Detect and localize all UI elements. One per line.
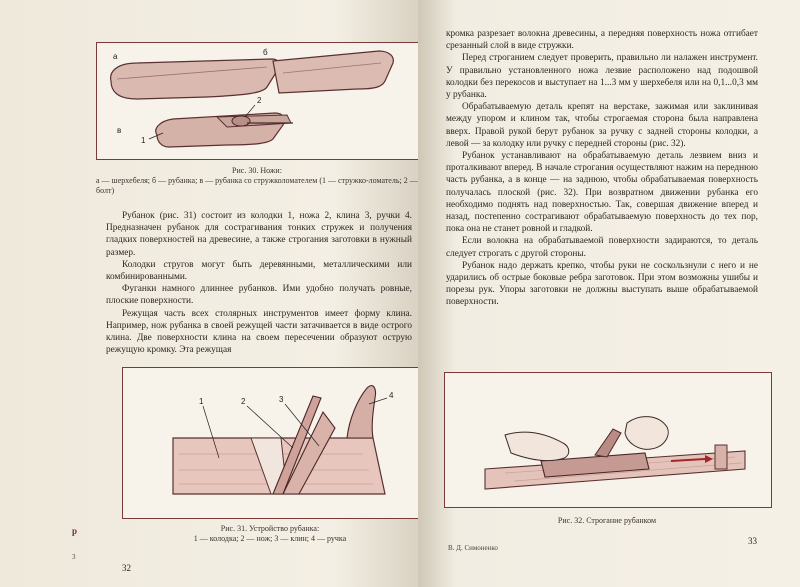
paragraph: кромка разрезает волокна древесины, а передняя поверхность ножа отгибает срезанный слой в виде стружки. — [446, 29, 758, 52]
paragraph: Если волокна на обрабатываемой поверхности задираются, то деталь следует строгать с другой стороны. — [446, 236, 758, 259]
paragraph: Обрабатываемую деталь крепят на верстаке, зажимая или заклинивая между упором и клином так, чтобы строгаемая сторона была направлена вверх. Правой рукой берут рубанок за ручку с задней стороны колодки, а левой — за колодку или ручку с передней стороны (рис. 32). — [446, 102, 758, 149]
footer-author: В. Д. Симоненко — [448, 544, 498, 552]
page-number: 32 — [122, 563, 131, 573]
label-1: 1 — [199, 397, 204, 406]
margin-small: 3 — [72, 553, 76, 561]
label-3: 3 — [279, 395, 284, 404]
left-body-text — [106, 210, 412, 356]
paragraph: Рубанок устанавливают на обрабатываемую деталь лезвием вниз и проталкивают вперед. В начале строгания осуществляют нажим на переднюю часть рубанка, а в конце — на заднюю, чтобы обрабатываемая поверхность получалась плоской (рис. 32). При возвратном движении рубанка его необходимо поднять над поверхностью. Так, совершая движение вперед и назад, постепенно сострагивают обрабатываемую поверхность до тех пор, пока она не станет ровной и гладкой. — [446, 151, 758, 235]
margin-letter: р — [72, 526, 78, 536]
label-a: а — [113, 52, 118, 61]
caption-title: Рис. 31. Устройство рубанка: — [220, 524, 320, 533]
page-number: 33 — [748, 536, 757, 546]
caption-body: 1 — колодка; 2 — нож; 3 — клин; 4 — ручка — [193, 534, 347, 543]
figure-32-caption — [444, 516, 770, 526]
figure-30-caption — [96, 166, 418, 196]
figure-32 — [444, 372, 772, 508]
paragraph: Рубанок (рис. 31) состоит из колодки 1, ножа 2, клина 3, ручки 4. Предназначен рубанок для сострагивания тонких стружек и получения гладких поверхностей на древесине, а также строгания заготовки в нужный размер. — [106, 211, 412, 258]
knives-illustration — [97, 43, 418, 159]
plane-illustration — [123, 368, 418, 518]
figure-31-caption — [150, 524, 390, 544]
paragraph: Режущая часть всех столярных инструментов имеет форму клина. Например, нож рубанка в своей режущей части затачивается в виде острого клина. Две поверхности клина на своем пересечении образуют острую режущую кромку. Эта режущая — [106, 308, 412, 356]
caption-body: а — шерхебеля; б — рубанка; в — рубанка со стружколомателем (1 — стружко-ломатель; 2 — болт) — [96, 176, 418, 195]
paragraph: Перед строганием следует проверить, правильно ли налажен инструмент. У правильно установленного ножа лезвие расположено над подошвой колодки без перекосов и выступает на 1...3 мм у шерхебеля или на 0,1...0,3 мм у рубанка. — [446, 53, 758, 101]
caption-title: Рис. 30. Ножи: — [232, 166, 282, 175]
paragraph: Колодки стругов могут быть деревянными, металлическими или комбинированными. — [106, 259, 412, 283]
label-v: в — [117, 126, 122, 135]
paragraph: Фуганки намного длиннее рубанков. Ими удобно получать ровные, плоские поверхности. — [106, 284, 412, 307]
figure-30 — [96, 42, 418, 160]
planing-illustration — [445, 373, 771, 507]
label-2: 2 — [257, 96, 262, 105]
figure-31 — [122, 367, 418, 519]
right-body-text — [446, 28, 758, 309]
label-4: 4 — [389, 391, 394, 400]
right-page — [418, 0, 800, 587]
paragraph: Рубанок надо держать крепко, чтобы руки не соскользнули с него и не ударились об острые боковые ребра заготовок. При этом возможны ушибы и порезы рук. Упоры заготовки не должны выступать выше обрабатываемой поверхности. — [446, 260, 758, 308]
label-2: 2 — [241, 397, 246, 406]
label-1: 1 — [141, 136, 146, 145]
caption-title: Рис. 32. Строгание рубанком — [557, 516, 657, 525]
label-b: б — [263, 48, 268, 57]
